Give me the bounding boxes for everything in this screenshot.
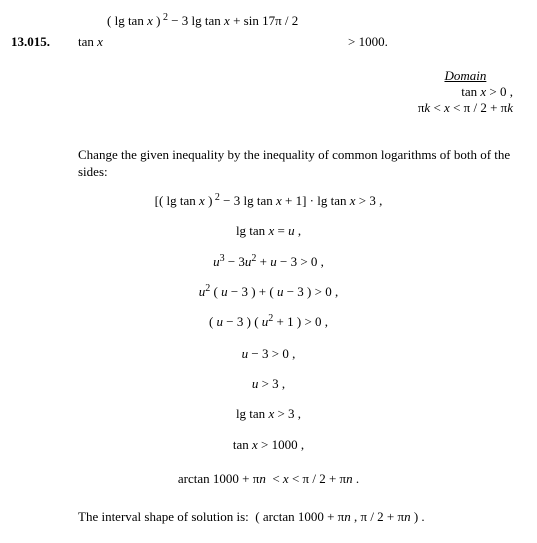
domain-line-2: πk < x < π / 2 + πk	[417, 100, 513, 115]
step-4: $u^2$ ( u − 3 ) + ( u − 3 ) > 0 ,	[198, 283, 339, 299]
step-9: tan x > 1000 ,	[232, 437, 305, 452]
step-10: arctan 1000 + πn < x < π / 2 + πn .	[177, 471, 360, 486]
domain-line-1: tan x > 0 ,	[461, 84, 513, 99]
step-3: $u^3 - 3u^2 + u - 3 > 0$ ,	[213, 253, 324, 269]
step-1: [( lg tan x ) $^2$ − 3 lg tan x + 1] · lg tan x > 3 ,	[154, 192, 383, 208]
step-2: lg tan x = u ,	[235, 223, 302, 238]
problem-rhs: > 1000.	[348, 34, 388, 49]
step-6: u − 3 > 0 ,	[241, 346, 296, 361]
conclusion: The interval shape of solution is: ( arctan 1000 + πn , π / 2 + πn ) .	[78, 509, 425, 524]
problem-number: 13.015.	[11, 34, 50, 49]
domain-title: Domain	[444, 68, 487, 83]
step-7: u > 3 ,	[251, 376, 286, 391]
problem-exponent: ( lg tan x ) $^2$ − 3 lg tan x + sin 17π / 2	[107, 12, 299, 28]
problem-base: tan x	[78, 34, 103, 49]
intro-paragraph: Change the given inequality by the inequality of common logarithms of both of the sides:	[78, 147, 511, 179]
domain-box	[418, 68, 513, 116]
step-5: ( u − 3 ) ( $u^2 + 1$ ) > 0 ,	[208, 313, 329, 329]
step-8: lg tan x > 3 ,	[235, 406, 302, 421]
